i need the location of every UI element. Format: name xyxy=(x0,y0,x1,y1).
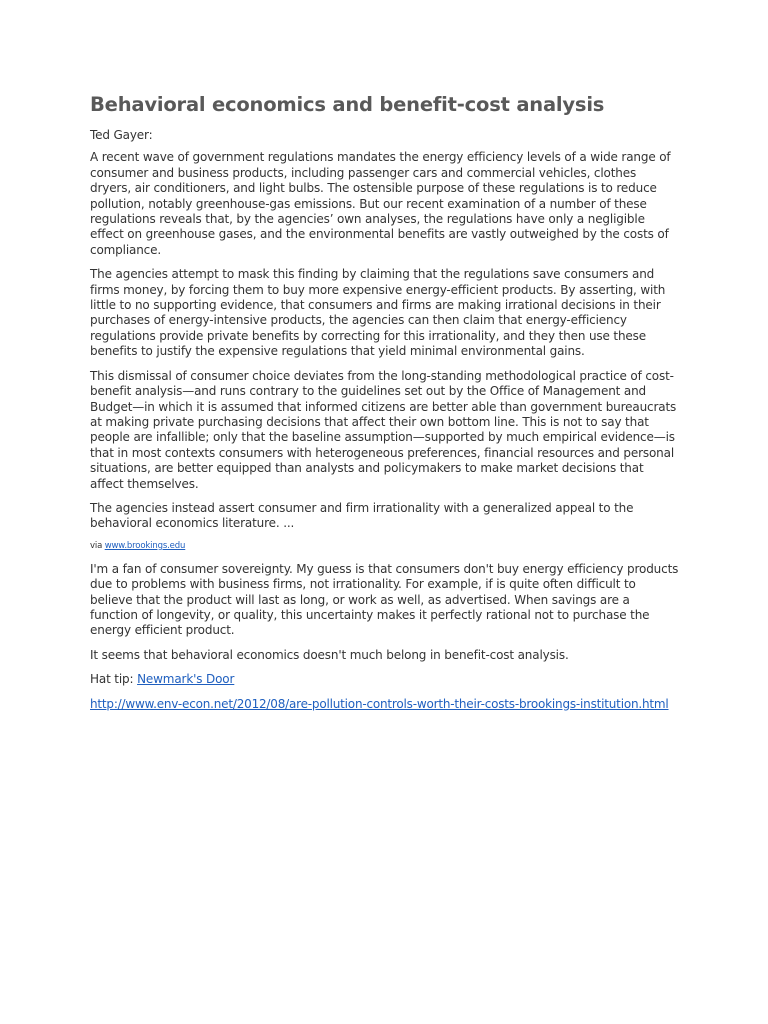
source-url-line xyxy=(90,697,680,712)
commentary-paragraph-1: I'm a fan of consumer sovereignty. My guess is that consumers don't buy energy efficiency products due to problems with business firms, not irrationality. For example, if is quite often difficult to believe that the product will last as long, or work as well, as advertised. When savings are a function of longevity, or quality, this uncertainty makes it perfectly rational not to purchase the energy efficient product. xyxy=(90,561,679,638)
hat-tip-prefix: Hat tip: xyxy=(90,672,138,687)
quote-paragraph-4: The agencies instead assert consumer and firm irrationality with a generalized appeal to the behavioral economics literature. ... xyxy=(90,500,634,531)
brookings-link[interactable]: www.brookings.edu xyxy=(104,540,186,551)
quote-paragraph-1: A recent wave of government regulations mandates the energy efficiency levels of a wide range of consumer and business products, including passenger cars and commercial vehicles, clothes dryers, air conditioners, and light bulbs. The ostensible purpose of these regulations is to reduce pollution, notably greenhouse-gas emissions. But our recent examination of a number of these regulations reveals that, by the agencies’ own analyses, the regulations have only a negligible effect on greenhouse gases, and the environmental benefits are vastly outweighed by the costs of compliance. xyxy=(90,150,671,257)
article-title: Behavioral economics and benefit-cost analysis xyxy=(90,93,605,116)
hat-tip-line xyxy=(90,672,680,687)
via-prefix: via xyxy=(90,540,105,551)
commentary-paragraph-2: It seems that behavioral economics doesn't much belong in benefit-cost analysis. xyxy=(90,647,569,662)
quote-paragraph-3: This dismissal of consumer choice deviates from the long-standing methodological practice of cost-benefit analysis—and runs contrary to the guidelines set out by the Office of Management and Budget—in which it is assumed that informed citizens are better able than government bureaucrats at making private purchasing decisions that affect their own bottom line. This is not to say that people are infallible; only that the baseline assumption—supported by much empirical evidence—is that in most contexts consumers with heterogeneous preferences, financial resources and personal situations, are better equipped than analysts and policymakers to make market decisions that affect themselves. xyxy=(90,368,677,491)
source-url-link[interactable]: http://www.env-econ.net/2012/08/are-pollution-controls-worth-their-costs-brookings-institution.html xyxy=(90,696,669,711)
author-line: Ted Gayer: xyxy=(90,128,153,142)
article xyxy=(90,92,680,721)
newmarks-door-link[interactable]: Newmark's Door xyxy=(137,672,235,687)
via-line xyxy=(90,541,680,552)
quote-paragraph-2: The agencies attempt to mask this finding by claiming that the regulations save consumers and firms money, by forcing them to buy more expensive energy-efficient products. By asserting, with little to no supporting evidence, that consumers and firms are making irrational decisions in their purchases of energy-intensive products, the agencies can then claim that energy-efficiency regulations provide private benefits by correcting for this irrationality, and they then use these benefits to justify the expensive regulations that yield minimal environmental gains. xyxy=(90,267,666,359)
